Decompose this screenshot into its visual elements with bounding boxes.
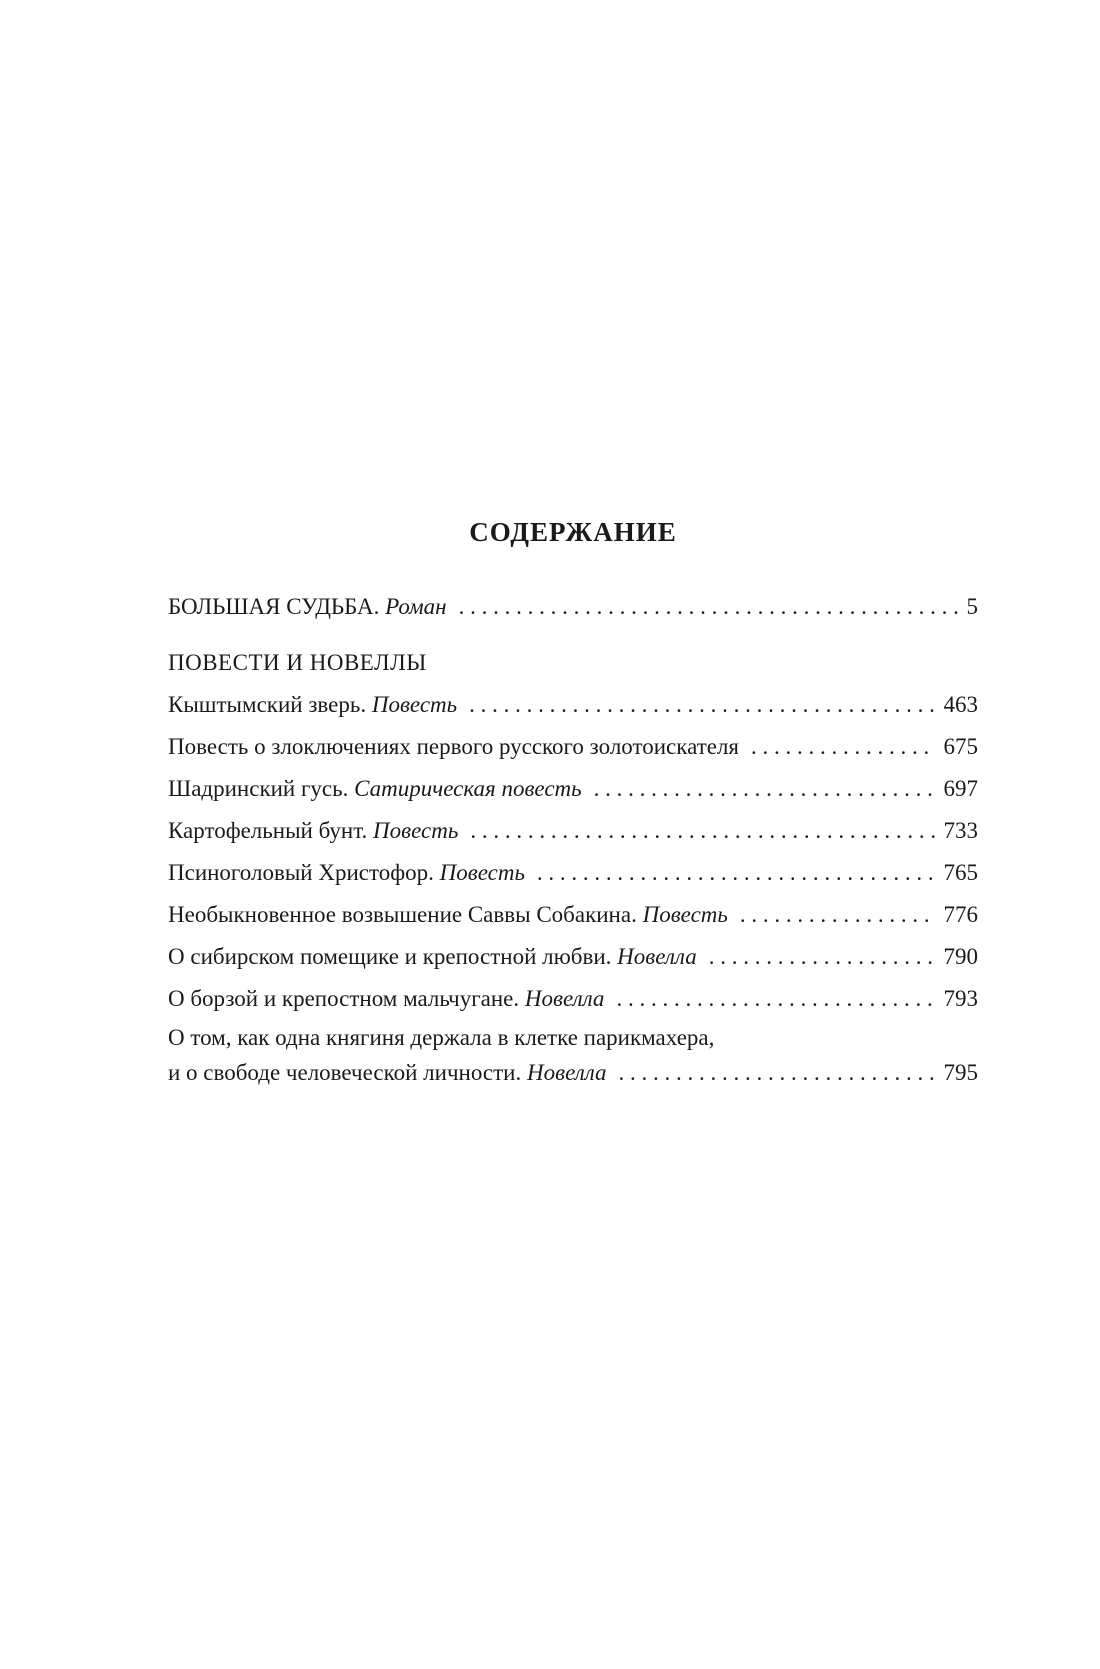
- dot-leader: [594, 768, 936, 810]
- entry-title: и о свободе человеческой личности. Новелла: [168, 1060, 607, 1085]
- entry-title: Повесть о злоключениях первого русского золотоискателя: [168, 734, 740, 759]
- entry-title-line-2: [168, 1056, 978, 1090]
- entry-page-number: 733: [943, 818, 978, 843]
- dot-leader: [459, 586, 959, 628]
- entry-genre: Сатирическая повесть: [354, 776, 582, 801]
- dot-leader: [616, 978, 935, 1020]
- dot-leader: [470, 810, 935, 852]
- entry-title: О сибирском помещике и крепостной любви. Новелла: [168, 944, 697, 969]
- entry-title: Псиноголовый Христофор. Повесть: [168, 860, 525, 885]
- entry-page-number: 5: [966, 594, 978, 619]
- toc-entry-multiline: [168, 1020, 978, 1090]
- toc-entry: [168, 978, 978, 1020]
- entry-genre: Повесть: [439, 860, 525, 885]
- toc-entry: [168, 768, 978, 810]
- dot-leader: [709, 936, 936, 978]
- section-heading: ПОВЕСТИ И НОВЕЛЛЫ: [168, 650, 427, 675]
- entry-title: БОЛЬШАЯ СУДЬБА. Роман: [168, 594, 447, 619]
- entry-title-line-1: О том, как одна княгиня держала в клетке парикмахера,: [168, 1025, 715, 1050]
- dot-leader: [469, 684, 935, 726]
- entry-genre: Повесть: [371, 692, 458, 717]
- entry-page-number: 463: [943, 692, 978, 717]
- toc-entry: [168, 810, 978, 852]
- entry-genre: Новелла: [617, 944, 697, 969]
- toc-entry-novel: [168, 586, 978, 628]
- entry-page-number: 675: [943, 734, 978, 759]
- dot-leader: [740, 894, 936, 936]
- toc-entry: [168, 852, 978, 894]
- dot-leader: [537, 852, 936, 894]
- toc-entry: [168, 936, 978, 978]
- entry-genre: Новелла: [526, 1060, 607, 1085]
- dot-leader: [751, 726, 935, 768]
- toc-entry: [168, 894, 978, 936]
- entry-title: Необыкновенное возвышение Саввы Собакина. Повесть: [168, 902, 728, 927]
- dot-leader: [619, 1056, 936, 1090]
- entry-genre: Повесть: [642, 902, 728, 927]
- entry-genre: Повесть: [373, 818, 459, 843]
- toc-entry: [168, 684, 978, 726]
- toc-entry: [168, 726, 978, 768]
- toc-title: СОДЕРЖАНИЕ: [469, 517, 677, 547]
- entry-page-number: 793: [943, 986, 978, 1011]
- entry-page-number: 776: [943, 902, 978, 927]
- entry-page-number: 795: [943, 1060, 978, 1085]
- entry-title: О борзой и крепостном мальчугане. Новелла: [168, 986, 605, 1011]
- entry-page-number: 697: [943, 776, 978, 801]
- entry-page-number: 765: [943, 860, 978, 885]
- entry-page-number: 790: [943, 944, 978, 969]
- entry-genre: Роман: [385, 594, 447, 619]
- entry-title: Картофельный бунт. Повесть: [168, 818, 459, 843]
- entry-title: Кыштымский зверь. Повесть: [168, 692, 458, 717]
- entry-title: Шадринский гусь. Сатирическая повесть: [168, 776, 582, 801]
- table-of-contents: [168, 512, 978, 1090]
- entry-genre: Новелла: [524, 986, 605, 1011]
